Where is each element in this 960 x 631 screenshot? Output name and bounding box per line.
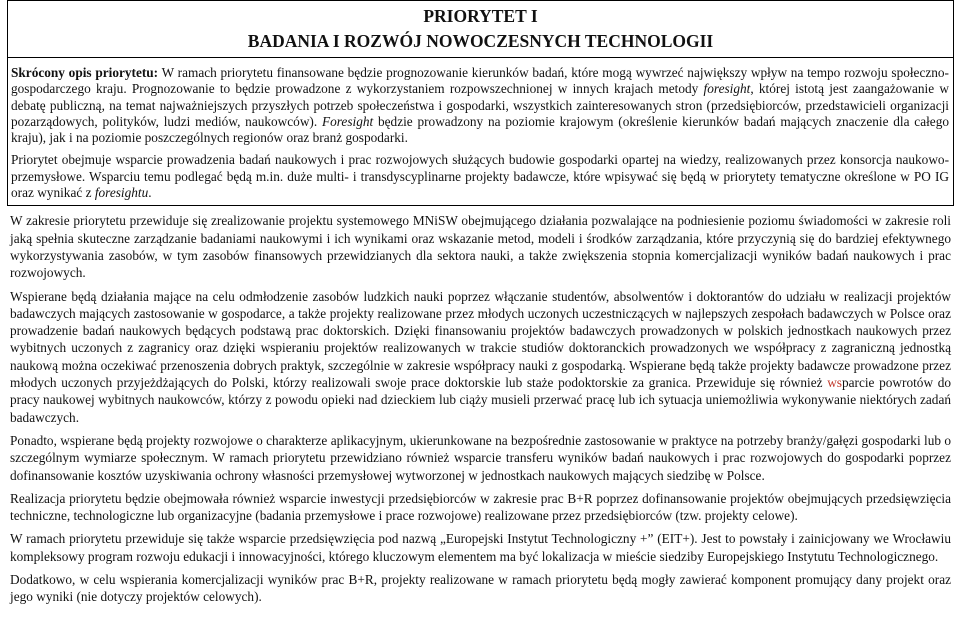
- summary2-text-1: Priorytet obejmuje wsparcie prowadzenia badań naukowych i prac rozwojowych służących budowie gospodarki opartej na wiedzy, realizowanych przez konsorcja naukowo-przemysłowe. Wsparciu temu podlegać będą m.in. duże multi- i transdyscyplinarne projekty badawcze, które wpisywać się będą w priorytety tematyczne określone w PO IG oraz wynikać z: [11, 152, 949, 201]
- title-box: [7, 0, 954, 58]
- summary-label: Skrócony opis priorytetu:: [11, 65, 159, 80]
- paragraph-3: W zakresie priorytetu przewiduje się zrealizowanie projektu systemowego MNiSW obejmującego działania pozwalające na podniesienie poziomu świadomości w zakresie roli jaką spełnia skuteczne zarządzanie badaniami naukowymi i ich wynikami oraz wskazanie metod, modeli i środków zarządzania, które przyczynią się do bardziej efektywnego wykorzystywania zasobów, w tym zasobów finansowych przewidzianych dla sektora nauki, a także zwiększenia stopnia komercjalizacji wyników badań naukowych i prac rozwojowych.: [10, 213, 951, 281]
- summary-text-2: , której istotą jest zaangażowanie w debatę publiczną, na temat najważniejszych przyszłych potrzeb społeczeństwa i gospodarki, wszystkich zainteresowanych stron (przedsiębiorców, przedstawicieli organizacji pozarządowych, polityków, ludzi mediów, naukowców).: [11, 81, 949, 129]
- summary2-foresight: foresightu: [94, 185, 149, 201]
- summary2-text-2: .: [148, 185, 152, 201]
- p4-red-fragment: ws: [827, 375, 842, 391]
- summary-paragraph-2: [11, 152, 949, 201]
- p4-text-1: Wspierane będą działania mające na celu odmłodzenie zasobów ludzkich nauki poprzez włączanie studentów, absolwentów i doktorantów do udziału w realizacji projektów badawczych mających zastosowanie w gospodarce, a także projekty realizowane przez młodych uczonych uczestniczących w najlepszych zespołach badawczych w Polsce oraz prowadzenie badań naukowych będących podstawą prac doktorskich. Dzięki finansowaniu projektów badawczych prowadzonych w polskich jednostkach naukowych przez wybitnych uczonych z zagranicy oraz dzięki wspieraniu projektów realizowanych w trakcie studiów doktoranckich prowadzonych we współpracy z zagraniczną jednostką naukową można oczekiwać przenoszenia dobrych praktyk, szczególnie w zakresie współpracy nauki z gospodarką. Wspierane będą także projekty badawcze prowadzone przez młodych uczonych przyjeżdżających do Polski, którzy realizowali swoje prace doktorskie lub staże podoktorskie za granica. Przewiduje się również: [10, 288, 951, 391]
- priority-title: PRIORYTET I: [423, 6, 538, 26]
- p4-text-2: parcie powrotów do pracy naukowej wybitnych naukowców, którzy z powodu opieki nad dzieckiem lub ciąży musieli przerwać pracę lub ich sytuacja uniemożliwia wykonywanie niektórych zadań badawczych.: [10, 375, 952, 425]
- summary-paragraph: [11, 65, 949, 146]
- priority-subtitle: BADANIA I ROZWÓJ NOWOCZESNYCH TECHNOLOGII: [247, 31, 714, 51]
- summary-foresight-1: foresight: [703, 81, 751, 97]
- paragraph-5: Ponadto, wspierane będą projekty rozwojowe o charakterze aplikacyjnym, ukierunkowane na bezpośrednie zastosowanie w praktyce na potrzeby branży/gałęzi gospodarki lub o szczególnym wymiarze społecznym. W ramach priorytetu przewidziano również wsparcie transferu wyników badań naukowych i prac rozwojowych do gospodarki poprzez dofinansowanie kosztów uzyskiwania ochrony własności przemysłowej wytworzonej w jednostkach naukowych mających siedzibę w Polsce.: [10, 432, 951, 483]
- summary-foresight-2: Foresight: [321, 113, 374, 129]
- paragraph-7: W ramach priorytetu przewiduje się także wsparcie przedsięwzięcia pod nazwą „Europejski Instytut Technologiczny +” (EIT+). Jest to powstały i zainicjowany we Wrocławiu kompleksowy program rozwoju edukacji i innowacyjności, którego kluczowym elementem ma być lokalizacja w mieście siedziby Europejskiego Instytutu Technologicznego.: [10, 531, 951, 564]
- paragraph-4: [10, 288, 951, 426]
- summary-box: [7, 58, 954, 206]
- paragraph-6: Realizacja priorytetu będzie obejmowała również wsparcie inwestycji przedsiębiorców w zakresie prac B+R poprzez dofinansowanie projektów obejmujących przedsięwzięcia techniczne, technologiczne lub organizacyjne (badania przemysłowe i prace rozwojowe) realizowane przez przedsiębiorców (tzw. projekty celowe).: [10, 490, 951, 524]
- summary-text-3: będzie prowadzony na poziomie krajowym (określenie kierunków badań mających znaczenie dla całego kraju), jak i na poziomie poszczególnych regionów oraz branż gospodarki.: [11, 113, 950, 146]
- body-text: [7, 212, 954, 605]
- summary-text-1: W ramach priorytetu finansowane będzie prognozowanie kierunków badań, które mogą wywrzeć największy wpływ na tempo rozwoju społeczno-gospodarczego kraju. Prognozowanie to będzie prowadzone z wykorzystaniem rozpowszechnionej w innych krajach metody: [11, 65, 949, 97]
- paragraph-8: Dodatkowo, w celu wspierania komercjalizacji wyników prac B+R, projekty realizowane w ramach priorytetu będą mogły zawierać komponent promujący dany projekt oraz jego wyniki (nie dotyczy projektów celowych).: [10, 572, 951, 605]
